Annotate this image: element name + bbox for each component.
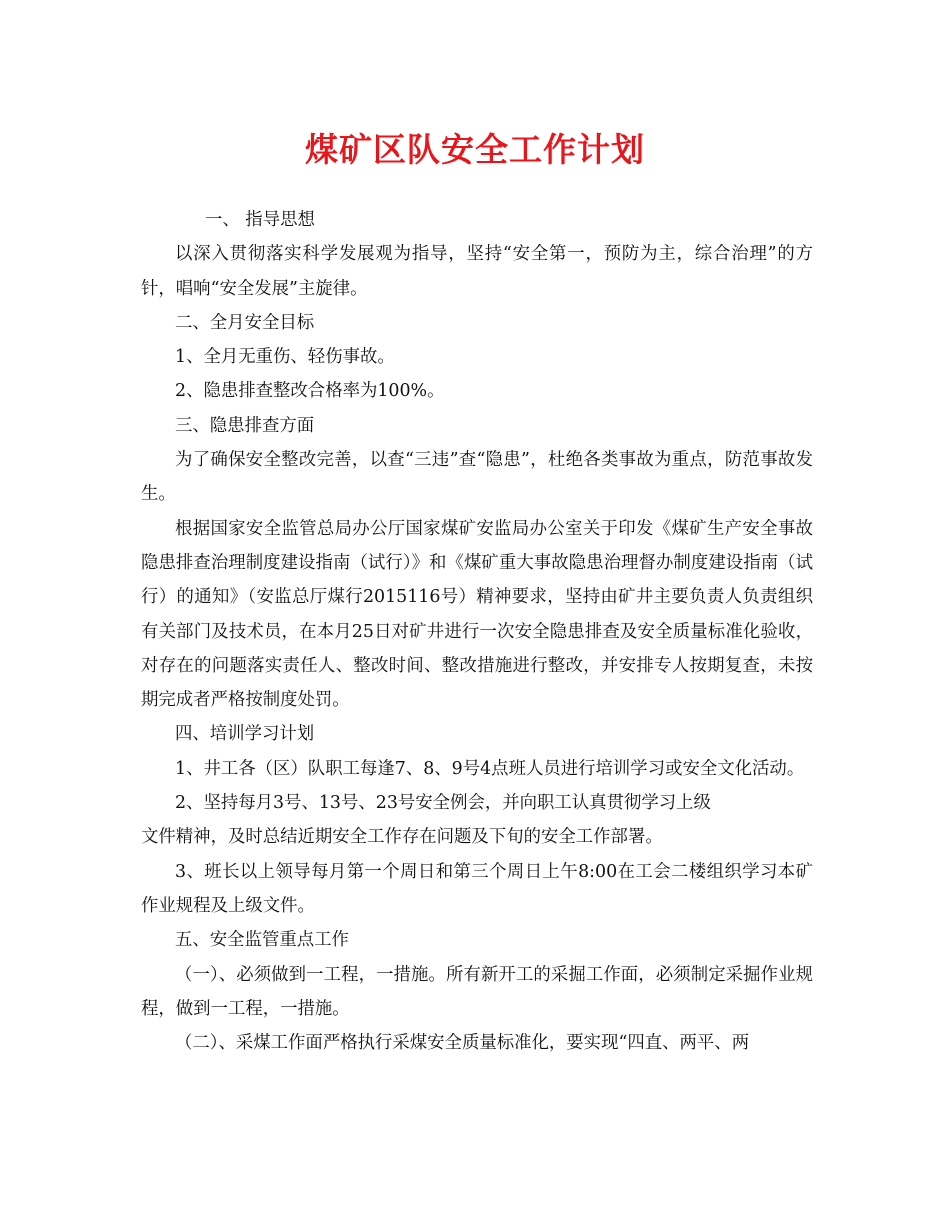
section-heading-training-plan: 四、培训学习计划 xyxy=(175,724,315,745)
list-item: 2、坚持每月3号、13号、23号安全例会，并向职工认真贯彻学习上级 xyxy=(175,793,711,814)
section-heading-safety-supervision: 五、安全监管重点工作 xyxy=(175,930,349,951)
list-item: （二）、采煤工作面严格执行采煤安全质量标准化，要实现“四直、两平、两 xyxy=(175,1033,750,1054)
paragraph: 根据国家安全监管总局办公厅国家煤矿安监局办公室关于印发《煤矿生产安全事故隐患排查治理制度建设指南（试行）》和《煤矿重大事故隐患治理督办制度建设指南（试行）的通知》（安监总厅煤行2015116号）精神要求，坚持由矿井主要负责人负责组织有关部门及技术员，在本月25日对矿井进行一次安全隐患排查及安全质量标准化验收，对存在的问题落实责任人、整改时间、整改措施进行整改，并安排专人按期复查，未按期完成者严格按制度处罚。 xyxy=(141,518,813,711)
document-body xyxy=(141,203,813,1060)
list-item: 1、井工各（区）队职工每逢7、8、9号4点班人员进行培训学习或安全文化活动。 xyxy=(175,758,805,779)
section-heading-guiding-ideology: 一、 指导思想 xyxy=(205,210,315,230)
list-item: 2、隐患排查整改合格率为100%。 xyxy=(175,381,445,402)
paragraph: 文件精神，及时总结近期安全工作存在问题及下旬的安全工作部署。 xyxy=(141,827,663,848)
paragraph: 为了确保安全整改完善，以查“三违”查“隐患”，杜绝各类事故为重点，防范事故发生。 xyxy=(141,450,813,505)
section-heading-monthly-goals: 二、全月安全目标 xyxy=(175,312,315,333)
list-item: （一）、必须做到一工程，一措施。所有新开工的采掘工作面，必须制定采掘作业规程，做到一工程，一措施。 xyxy=(141,964,813,1019)
document-title: 煤矿区队安全工作计划 xyxy=(305,130,645,169)
list-item: 1、全月无重伤、轻伤事故。 xyxy=(175,347,395,368)
section-heading-hazard-inspection: 三、隐患排查方面 xyxy=(175,415,315,436)
list-item: 3、班长以上领导每月第一个周日和第三个周日上午8:00在工会二楼组织学习本矿作业规程及上级文件。 xyxy=(141,861,813,916)
paragraph: 以深入贯彻落实科学发展观为指导，坚持“安全第一，预防为主，综合治理”的方针，唱响“安全发展”主旋律。 xyxy=(141,244,813,299)
